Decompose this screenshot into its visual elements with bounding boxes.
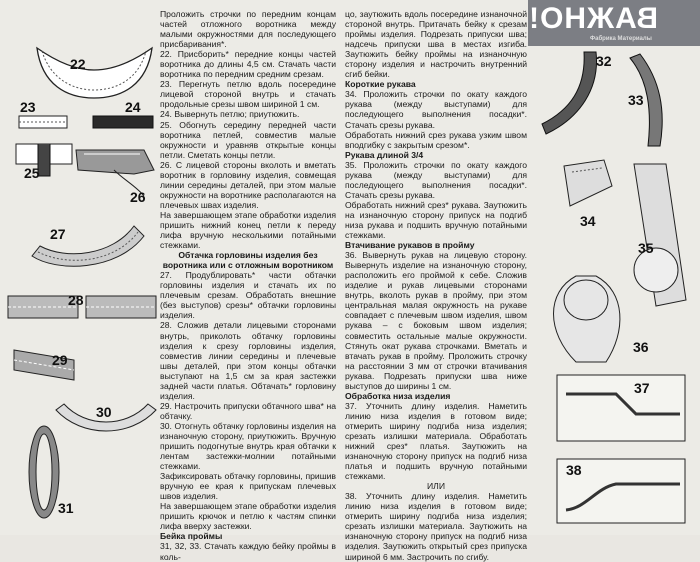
banner-title: ВАЖНО! [528,2,658,35]
paragraph: 35. Проложить строчки по окату каждого рукава (между выступами) для последующего выполнения посадки*. Стачать срезы рукава. [345,159,527,200]
figure-number: 30 [96,404,112,420]
section-heading: ИЛИ [427,481,445,492]
important-banner [528,0,700,46]
paragraph: 34. Проложить строчки по окату каждого рукава (между выступами) для последующего выполнения посадки*. Стачать срезы рукава. [345,89,527,130]
figure-number: 23 [20,99,36,115]
paragraph: 30. Отогнуть обтачку горловины изделия на изнаночную сторону, приутюжить. Вручную пришить подогнутые внутрь края обтачки к лентам застежки-молнии потайными стежками. [160,420,336,472]
paragraph: 23. Перегнуть петлю вдоль посередине лицевой стороной внутрь и стачать продольные срезы швом шириной 1 см. [160,79,336,110]
paragraph: 24. Вывернуть петлю; приутюжить. [160,109,300,120]
figure-24-loop [92,114,154,130]
figure-number: 29 [52,352,68,368]
figure-number: 35 [638,240,654,256]
paragraph: 37. Уточнить длину изделия. Наметить линию низа изделия в готовом виде; отмерить ширину подгиба низа изделия; срезать излишки материала. Обработать нижний срез* платья. Заутюжить на изнаночную сторону припуск на подгиб низа платья и подшить вручную потайными стежками. [345,400,527,482]
paragraph: На завершающем этапе обработки изделия пришить нижний конец петли к переду лифа вручную несколькими потайными стежками. [160,209,336,251]
paragraph: 26. С лицевой стороны вколоть и вметать воротник в горловину изделия, совмещая линии середины деталей, при этом малые окружности на воротнике располагаются на плечевых швах изделия. [160,159,336,210]
figure-number: 28 [68,292,84,308]
figure-27-facing [26,206,150,274]
paragraph: На завершающем этапе обработки изделия пришить крючок и петлю к частям спинки лифа вверху застежки. [160,501,336,532]
paragraph: 25. Обогнуть середину передней части воротника петлей, совместив малые окружности и уравняв открытые концы петли. Сметать концы петли. [160,119,336,160]
paragraph: 38. Уточнить длину изделия. Наметить линию низа изделия в готовом виде; отмерить ширину подгиба низа изделия; срезать излишки материала. Заутюжить на изнаночную сторону припуск на подгиб низа изделия. Заутюжить открытый срез припуска шириной 6 мм. Застрочить по сгибу. [345,491,527,562]
figure-25-collar-loop [14,140,74,180]
paragraph: Зафиксировать обтачку горловины, пришив вручную ее края к припускам плечевых швов изделия. [160,471,336,502]
section-heading: Короткие рукава [345,79,416,90]
paragraph: 28. Сложив детали лицевыми сторонами внутрь, приколоть обтачку горловины изделия к срезу горловины изделия, совместив линии середины и плечевые швы деталей, при этом концы обтачки выступают на 1,5 см за края застежки задней части платья. Обтачать* горловину изделия. [160,320,336,401]
text-column-left [160,9,336,562]
figure-23-loop-strip [18,113,68,131]
section-heading: Рукава длиной 3/4 [345,149,424,160]
figure-number: 32 [596,53,612,69]
paragraph: Проложить строчки по передним концам частей отложного воротника между малыми окружностями для последующего присбаривания*. [160,9,336,50]
figure-number: 38 [566,462,582,478]
section-heading: Втачивание рукавов в пройму [345,240,475,251]
figure-number: 36 [633,339,649,355]
figure-number: 25 [24,165,40,181]
figure-number: 37 [634,380,650,396]
figure-37-hem-blind [556,374,686,442]
figure-number: 22 [70,56,86,72]
figure-number: 33 [628,92,644,108]
figure-30-neckline [52,394,160,450]
section-heading: Обтачка горловины изделия без воротника или с отложным воротником [162,250,334,271]
paragraph: 31, 32, 33. Стачать каждую бейку проймы в коль- [160,541,336,562]
paragraph: цо, заутюжить вдоль посередине изнаночной стороной внутрь. Притачать бейку к срезам проймы изделия. Подрезать припуски шва; надсечь припуски шва в местах изгиба. Заутюжить бейку проймы на изнаночную сторону изделия и настрочить внутренний сгиб бейки. [345,9,527,80]
text-column-right [345,9,527,562]
figure-number: 24 [125,99,141,115]
section-heading: Бейка проймы [160,531,223,542]
banner-subtitle: Фабрика Материалы [590,36,652,42]
paragraph: 27. Продублировать* части обтачки горловины изделия и стачать их по плечевым срезам. Обработать внешние (без выступов) срезы* обтачки горловины изделия. [160,270,336,321]
figure-36-set-sleeve [536,272,646,372]
figure-34-short-sleeve [560,156,616,212]
figure-number: 34 [580,213,596,229]
paragraph: Обработать нижний срез* рукава. Заутюжить на изнаночную сторону припуск на подгиб низа рукава и подшить вручную потайными стежками. [345,199,527,241]
paragraph: 29. Настрочить припуски обтачного шва* на обтачку. [160,400,336,421]
figure-number: 31 [58,500,74,516]
paragraph: Обработать нижний срез рукава узким швом вподгибку с закрытым срезом*. [345,129,527,150]
paragraph: 22. Присборить* передние концы частей воротника до длины 4,5 см. Стачать части воротника по передним средним срезам. [160,49,336,80]
figure-22-collar [32,40,157,102]
figure-number: 26 [130,189,146,205]
figure-number: 27 [50,226,66,242]
paragraph: 36. Вывернуть рукав на лицевую сторону. Вывернуть изделие на изнаночную сторону, расположить его проймой к себе. Сложив изделие и рукав лицевыми сторонами внутрь, вколоть рукав в пройму, при этом центральная малая окружность на рукаве совпадает с плечевым швом изделия, швом рукава – с боковым швом изделия; совместить остальные малые окружности. Стянуть окат рукава строчками. Вметать и втачать рукав в пройму. Проложить строчку на расстоянии 3 мм от строчки втачивания рукава. Подрезать припуски шва ниже выступов до ширины 1 см. [345,250,527,391]
section-heading: Обработка низа изделия [345,390,451,401]
